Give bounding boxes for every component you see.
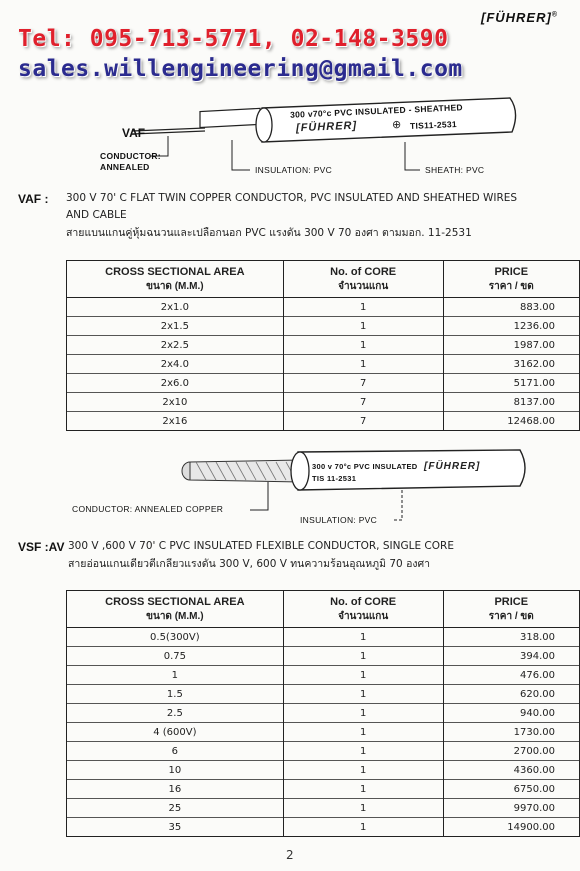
row-core: 7 — [283, 412, 443, 431]
row-size: 2x6.0 — [67, 374, 284, 393]
row-core: 1 — [283, 666, 443, 685]
brand-logo-bracket: [ — [480, 10, 487, 25]
table-row — [67, 685, 580, 704]
vaf-tag: VAF : — [18, 192, 49, 206]
row-size: 6 — [67, 742, 284, 761]
row-price: 940.00 — [443, 704, 579, 723]
table-row — [67, 704, 580, 723]
table-row — [67, 298, 580, 317]
row-size: 0.5(300V) — [67, 628, 284, 647]
table-row — [67, 393, 580, 412]
table-header-row-thai — [67, 279, 580, 298]
row-core: 1 — [283, 704, 443, 723]
row-price: 883.00 — [443, 298, 579, 317]
header-price: PRICE — [443, 261, 579, 280]
registered-mark: ® — [551, 11, 558, 19]
row-core: 1 — [283, 317, 443, 336]
row-size: 16 — [67, 780, 284, 799]
vsf-cable-diagram — [0, 440, 580, 530]
row-core: 1 — [283, 685, 443, 704]
row-size: 2x10 — [67, 393, 284, 412]
vaf-insulation-label: INSULATION: PVC — [255, 165, 333, 175]
header-price-thai: ราคา / ขด — [443, 609, 579, 628]
header-size-thai: ขนาด (M.M.) — [67, 279, 284, 298]
row-size: 1.5 — [67, 685, 284, 704]
table-row — [67, 374, 580, 393]
vaf-cable-brand-text: FÜHRER — [300, 119, 353, 135]
table-row — [67, 799, 580, 818]
vsf-cable-drawing — [0, 440, 580, 530]
vaf-description-thai: สายแบนแกนคู่หุ้มฉนวนและเปลือกนอก PVC แรงดัน 300 V 70 องศา ตามมอก. 11-2531 — [66, 227, 472, 239]
vsf-description-thai: สายอ่อนแกนเดียวตีเกลียวแรงดัน 300 V, 600 V ทนความร้อนอุณหภูมิ 70 องศา — [68, 558, 431, 570]
row-price: 1236.00 — [443, 317, 579, 336]
table-row — [67, 723, 580, 742]
vaf-conductor-label: CONDUCTOR: — [100, 151, 161, 161]
vaf-cable-standard-mark-icon: ⊕ — [392, 118, 402, 131]
table-row — [67, 666, 580, 685]
row-core: 7 — [283, 393, 443, 412]
vaf-cable-standard: TIS11-2531 — [409, 118, 458, 132]
table-row — [67, 647, 580, 666]
vaf-cable-brand-open: [ — [295, 122, 301, 135]
row-core: 1 — [283, 818, 443, 837]
row-core: 1 — [283, 355, 443, 374]
row-core: 1 — [283, 799, 443, 818]
row-price: 6750.00 — [443, 780, 579, 799]
vsf-cable-brand-close: ] — [476, 461, 481, 472]
vsf-price-table — [66, 590, 580, 837]
vsf-conductor-label: CONDUCTOR: ANNEALED COPPER — [72, 504, 224, 514]
row-price: 8137.00 — [443, 393, 579, 412]
table-header-row — [67, 261, 580, 280]
row-core: 1 — [283, 298, 443, 317]
header-cross-section: CROSS SECTIONAL AREA — [67, 591, 284, 610]
vaf-cable-drawing — [0, 0, 580, 185]
table-header-row — [67, 591, 580, 610]
table-row — [67, 355, 580, 374]
header-cores-thai: จำนวนแกน — [283, 279, 443, 298]
vsf-cable-print-line1: 300 v 70°c PVC INSULATED — [312, 462, 418, 471]
table-row — [67, 818, 580, 837]
vsf-tag: VSF :AV — [18, 540, 65, 554]
row-size: 2.5 — [67, 704, 284, 723]
header-price-thai: ราคา / ขด — [443, 279, 579, 298]
vaf-cable-diagram — [0, 0, 580, 185]
row-size: 0.75 — [67, 647, 284, 666]
table-row — [67, 412, 580, 431]
table-row — [67, 761, 580, 780]
row-price: 9970.00 — [443, 799, 579, 818]
vaf-price-table — [66, 260, 580, 431]
table-row — [67, 628, 580, 647]
phone-numbers: Tel: 095-713-5771, 02-148-3590 — [18, 26, 449, 52]
vaf-description-line2: AND CABLE — [66, 209, 127, 221]
vaf-description-line1: 300 V 70' C FLAT TWIN COPPER CONDUCTOR, PVC INSULATED AND SHEATHED WIRES — [66, 192, 518, 204]
row-core: 1 — [283, 723, 443, 742]
row-price: 4360.00 — [443, 761, 579, 780]
row-size: 2x16 — [67, 412, 284, 431]
row-size: 1 — [67, 666, 284, 685]
row-core: 1 — [283, 647, 443, 666]
vsf-description-line1: 300 V ,600 V 70' C PVC INSULATED FLEXIBLE CONDUCTOR, SINGLE CORE — [68, 540, 454, 552]
row-price: 318.00 — [443, 628, 579, 647]
row-size: 2x2.5 — [67, 336, 284, 355]
row-core: 1 — [283, 761, 443, 780]
vsf-insulation-label: INSULATION: PVC — [300, 515, 378, 525]
vsf-cable-standard: TIS 11-2531 — [312, 474, 357, 483]
row-price: 2700.00 — [443, 742, 579, 761]
email-address: sales.willengineering@gmail.com — [18, 56, 463, 82]
row-size: 4 (600V) — [67, 723, 284, 742]
page-number: 2 — [286, 848, 294, 862]
vsf-cable-brand-text: FÜHRER — [428, 461, 477, 472]
row-price: 476.00 — [443, 666, 579, 685]
header-size-thai: ขนาด (M.M.) — [67, 609, 284, 628]
vaf-cable-print-line1: 300 v70°c PVC INSULATED - SHEATHED — [289, 102, 464, 120]
header-cores-thai: จำนวนแกน — [283, 609, 443, 628]
vaf-conductor-label-2: ANNEALED — [100, 162, 150, 172]
row-price: 5171.00 — [443, 374, 579, 393]
brand-logo-bracket-close: ] — [546, 10, 552, 25]
row-size: 2x4.0 — [67, 355, 284, 374]
row-size: 2x1.0 — [67, 298, 284, 317]
table-header-row-thai — [67, 609, 580, 628]
row-core: 1 — [283, 628, 443, 647]
table-row — [67, 742, 580, 761]
brand-logo-text: FÜHRER — [486, 10, 547, 25]
row-price: 620.00 — [443, 685, 579, 704]
header-cores: No. of CORE — [283, 591, 443, 610]
row-price: 1730.00 — [443, 723, 579, 742]
row-core: 1 — [283, 336, 443, 355]
row-size: 35 — [67, 818, 284, 837]
row-price: 394.00 — [443, 647, 579, 666]
row-size: 2x1.5 — [67, 317, 284, 336]
table-row — [67, 780, 580, 799]
row-price: 3162.00 — [443, 355, 579, 374]
row-core: 1 — [283, 742, 443, 761]
table-row — [67, 336, 580, 355]
header-price: PRICE — [443, 591, 579, 610]
row-size: 10 — [67, 761, 284, 780]
vaf-diagram-name: VAF — [122, 126, 146, 140]
row-price: 14900.00 — [443, 818, 579, 837]
row-price: 12468.00 — [443, 412, 579, 431]
header-cross-section: CROSS SECTIONAL AREA — [67, 261, 284, 280]
vsf-cable-brand — [424, 461, 480, 472]
vaf-sheath-label: SHEATH: PVC — [425, 165, 485, 175]
header-cores: No. of CORE — [283, 261, 443, 280]
row-size: 25 — [67, 799, 284, 818]
row-core: 7 — [283, 374, 443, 393]
vsf-cable-brand-open: [ — [424, 461, 429, 472]
row-core: 1 — [283, 780, 443, 799]
table-row — [67, 317, 580, 336]
vaf-cable-brand-close: ] — [352, 119, 358, 132]
row-price: 1987.00 — [443, 336, 579, 355]
